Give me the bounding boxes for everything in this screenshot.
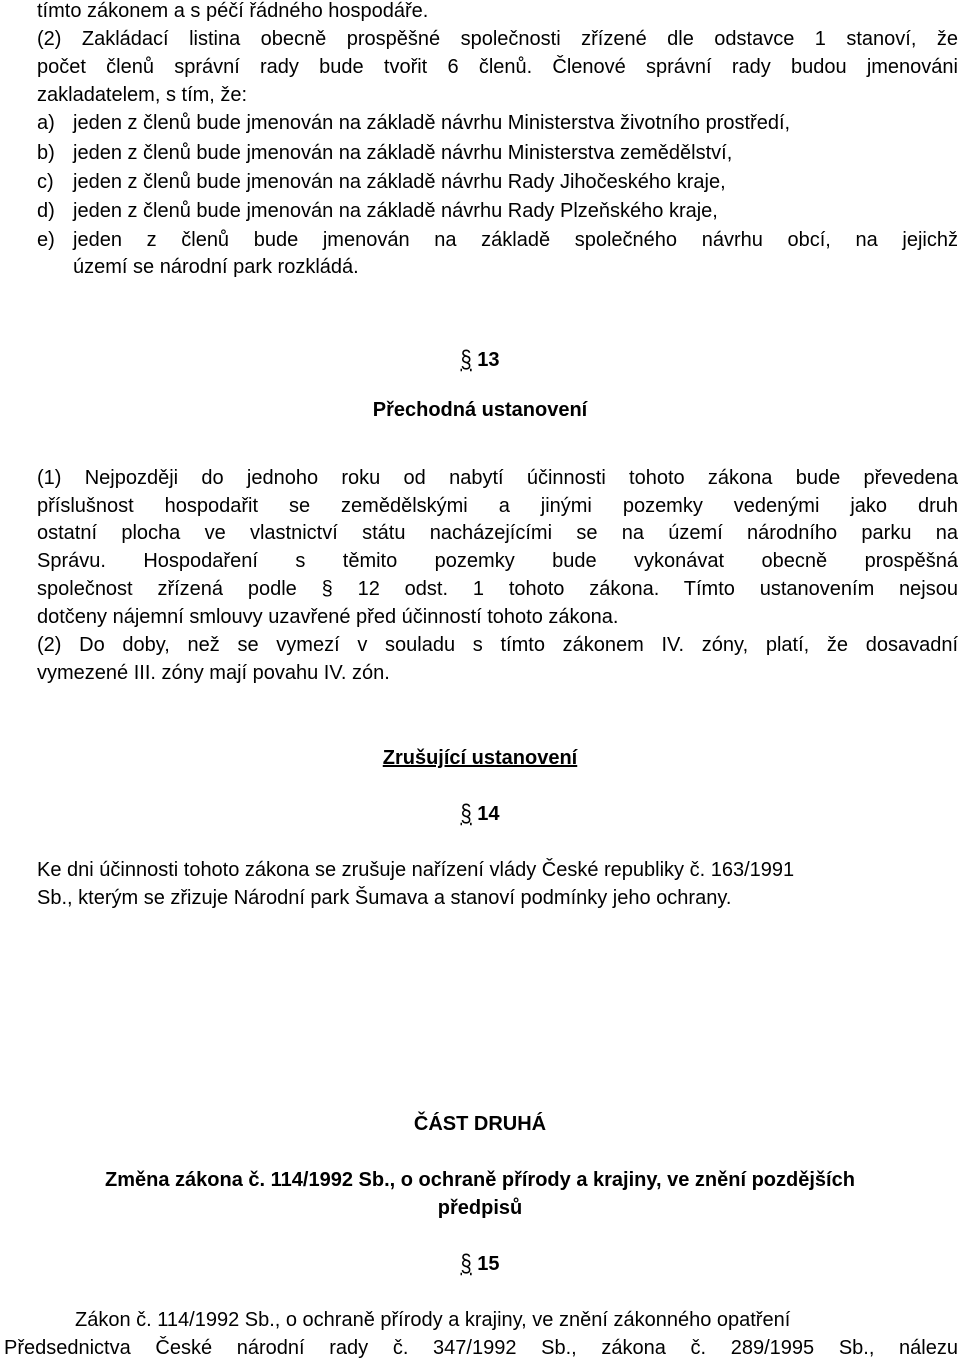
s13-p2-line-1: (2) Do doby, než se vymezí v souladu s tímto zákonem IV. zóny, platí, že dosavadní (37, 634, 958, 656)
section-13-title: Přechodná ustanovení (372, 399, 588, 421)
s13-p1-line: příslušnost hospodařit se zemědělskými a jinými pozemky vedenými jako druh (37, 495, 958, 517)
list-item-label: a) (37, 112, 55, 134)
amendment-title-line-1: Změna zákona č. 114/1992 Sb., o ochraně přírody a krajiny, ve znění pozdějších (105, 1169, 855, 1191)
s14-line-2: Sb., kterým se zřizuje Národní park Šumava a stanoví podmínky jeho ochrany. (37, 887, 732, 909)
list-item-label: e) (37, 229, 55, 251)
s13-p1-line: (1) Nejpozději do jednoho roku od nabytí účinnosti tohoto zákona bude převedena (37, 467, 958, 489)
list-item-text: jeden z členů bude jmenován na základě návrhu Ministerstva životního prostředí, (73, 112, 791, 134)
list-item-label: c) (37, 171, 54, 193)
amendment-title-line-2: předpisů (437, 1197, 523, 1219)
list-item-text: jeden z členů bude jmenován na základě návrhu Ministerstva zemědělství, (73, 142, 733, 164)
list-item-label: d) (37, 200, 55, 222)
paragraph-2-line-3: zakladatelem, s tím, že: (37, 84, 248, 106)
section-number: 15 (477, 1253, 500, 1275)
section-symbol: § (460, 1250, 472, 1278)
s14-line-1: Ke dni účinnosti tohoto zákona se zrušuje nařízení vlády České republiky č. 163/1991 (37, 859, 795, 881)
section-number: 14 (477, 803, 500, 825)
list-item (37, 141, 732, 165)
s15-line-1: Zákon č. 114/1992 Sb., o ochraně přírody a krajiny, ve znění zákonného opatření (75, 1309, 791, 1331)
section-14-heading (0, 802, 960, 826)
list-item (37, 111, 790, 135)
s13-p1-line: Správu. Hospodaření s těmito pozemky bude vykonávat obecně prospěšná (37, 550, 958, 572)
paragraph-2-line-2: počet členů správní rady bude tvořit 6 členů. Členové správní rady budou jmenováni (37, 56, 958, 78)
section-symbol: § (460, 800, 472, 828)
part-two-title: ČÁST DRUHÁ (413, 1113, 547, 1135)
list-item (37, 228, 958, 252)
repeal-provisions-title: Zrušující ustanovení (382, 747, 578, 769)
list-item-text: jeden z členů bude jmenován na základě společného návrhu obcí, na jejichž (73, 229, 958, 251)
s13-p1-line: společnost zřízená podle § 12 odst. 1 tohoto zákona. Tímto ustanovením nejsou (37, 578, 958, 600)
list-item (37, 199, 718, 223)
list-item-label: b) (37, 142, 55, 164)
list-item-text: jeden z členů bude jmenován na základě návrhu Rady Plzeňského kraje, (73, 200, 718, 222)
paragraph-2-line-1: (2) Zakládací listina obecně prospěšné společnosti zřízené dle odstavce 1 stanoví, že (37, 28, 958, 50)
intro-tail-text: tímto zákonem a s péčí řádného hospodáře. (37, 0, 429, 22)
s15-line-2: Předsednictva České národní rady č. 347/1992 Sb., zákona č. 289/1995 Sb., nálezu (4, 1337, 958, 1359)
section-13-heading (0, 348, 960, 372)
list-item-continuation: území se národní park rozkládá. (73, 256, 359, 278)
section-symbol: § (460, 346, 472, 374)
list-item-text: jeden z členů bude jmenován na základě návrhu Rady Jihočeského kraje, (73, 171, 726, 193)
section-number: 13 (477, 349, 500, 371)
section-15-heading (0, 1252, 960, 1276)
s13-p2-line-2: vymezené III. zóny mají povahu IV. zón. (37, 662, 390, 684)
s13-p1-line: ostatní plocha ve vlastnictví státu nacházejícími se na území národního parku na (37, 522, 958, 544)
s13-p1-last-line: dotčeny nájemní smlouvy uzavřené před účinností tohoto zákona. (37, 606, 619, 628)
list-item (37, 170, 726, 194)
